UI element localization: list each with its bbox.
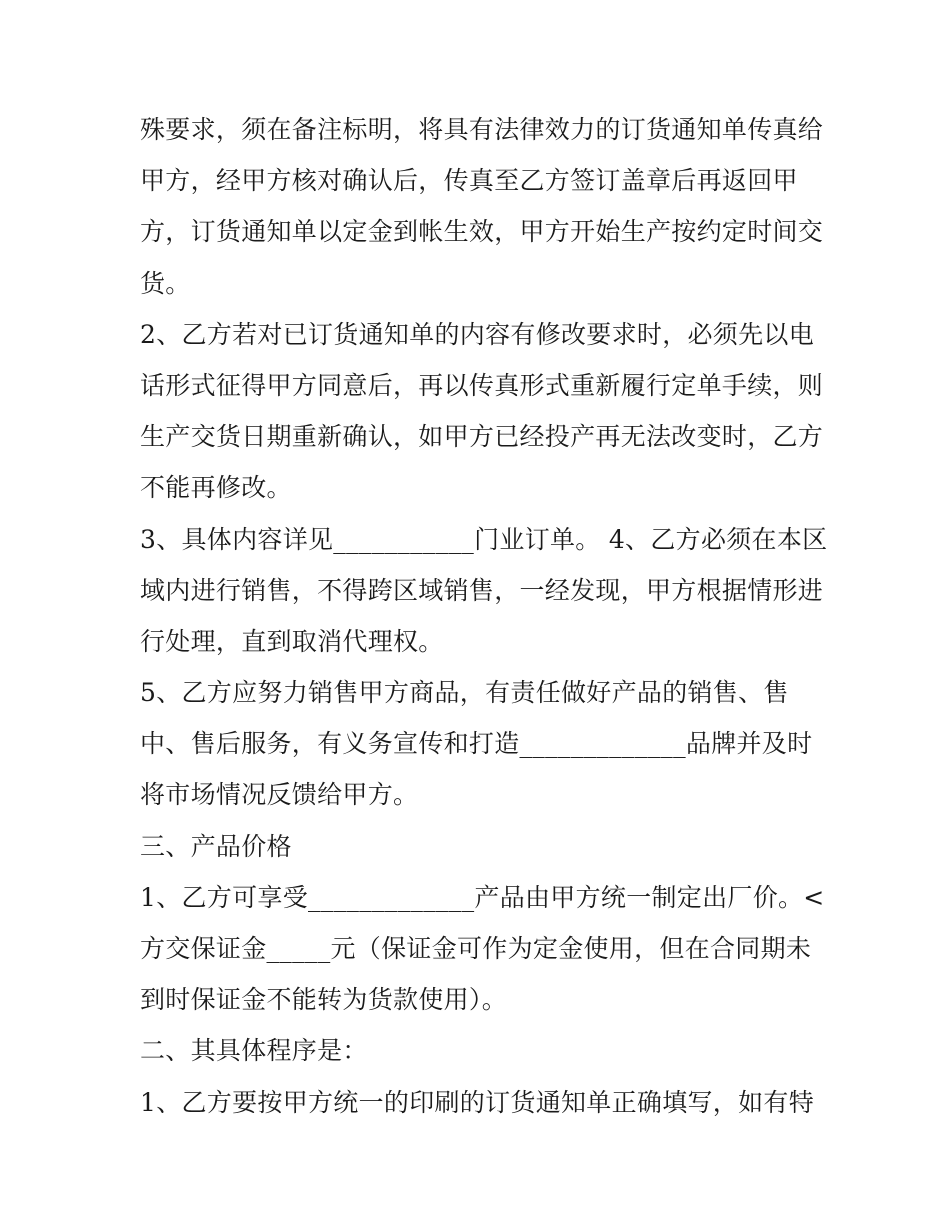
text-line: 3、具体内容详见___________门业订单。 4、乙方必须在本区 [140,524,828,554]
text-line: 行处理，直到取消代理权。 [140,626,444,656]
section-heading: 二、其具体程序是： [140,1036,368,1066]
text-line: 方交保证金_____元（保证金可作为定金使用，但在合同期未 [140,934,812,963]
text-line: 方，订货通知单以定金到帐生效，甲方开始生产按约定时间交 [140,217,824,247]
text-line: 到时保证金不能转为货款使用）。 [140,985,508,1015]
text-line: 殊要求，须在备注标明，将具有法律效力的订货通知单传真给 [140,115,824,144]
text-line: 甲方，经甲方核对确认后，传真至乙方签订盖章后再返回甲 [140,166,798,196]
text-line: 2、乙方若对已订货通知单的内容有修改要求时，必须先以电 [140,319,815,349]
text-line: 1、乙方要按甲方统一的印刷的订货通知单正确填写，如有特 [140,1087,815,1117]
text-line: 5、乙方应努力销售甲方商品，有责任做好产品的销售、售 [140,678,789,708]
text-line: 不能再修改。 [140,473,292,503]
text-line: 生产交货日期重新确认，如甲方已经投产再无法改变时，乙方 [140,422,824,452]
document-body [140,104,828,1128]
text-line: 将市场情况反馈给甲方。 [140,780,419,810]
text-line: 1、乙方可享受_____________产品由甲方统一制定出厂价。< [140,882,825,912]
section-heading: 三、产品价格 [140,831,292,861]
text-line: 货。 [140,268,191,298]
text-line: 中、售后服务，有义务宣传和打造_____________品牌并及时 [140,729,813,759]
text-line: 话形式征得甲方同意后，再以传真形式重新履行定单手续，则 [140,370,824,400]
text-line: 域内进行销售，不得跨区域销售，一经发现，甲方根据情形进 [140,575,824,605]
